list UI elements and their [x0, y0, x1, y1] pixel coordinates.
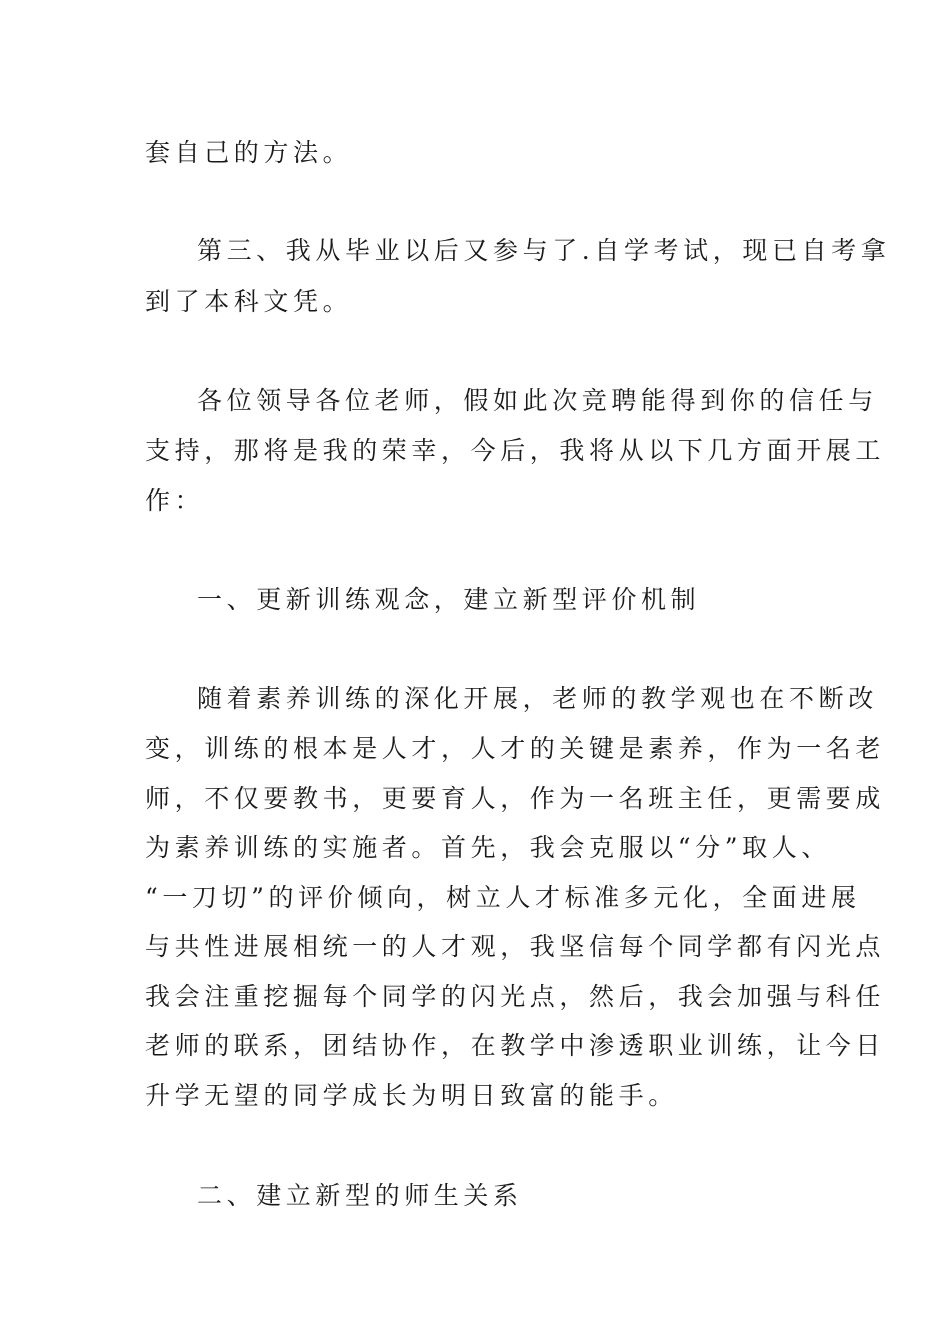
text-line: 作：: [145, 486, 205, 515]
text-line: “一刀切”的评价倾向，树立人才标准多元化，全面进展: [145, 883, 861, 912]
text-line: 与共性进展相统一的人才观，我坚信每个同学都有闪光点: [145, 932, 886, 961]
text-line: 升学无望的同学成长为明日致富的能手。: [145, 1081, 678, 1110]
paragraph-first-line: 第三、我从毕业以后又参与了.自学考试，现已自考拿: [197, 236, 891, 265]
paragraph-first-line: 各位领导各位老师，假如此次竞聘能得到你的信任与: [197, 386, 878, 415]
text-line: 老师的联系，团结协作，在教学中渗透职业训练，让今日: [145, 1031, 886, 1060]
paragraph-first-line: 随着素养训练的深化开展，老师的教学观也在不断改: [197, 684, 878, 713]
text-line: 到了本科文凭。: [145, 287, 353, 316]
section-heading: 一、更新训练观念，建立新型评价机制: [197, 585, 701, 614]
text-line: 为素养训练的实施者。首先，我会克服以“分”取人、: [145, 833, 831, 862]
text-line: 支持，那将是我的荣幸，今后，我将从以下几方面开展工: [145, 436, 886, 465]
text-line: 我会注重挖掘每个同学的闪光点，然后，我会加强与科任: [145, 982, 886, 1011]
text-line: 变，训练的根本是人才，人才的关键是素养，作为一名老: [145, 734, 886, 763]
text-line: 师，不仅要教书，更要育人，作为一名班主任，更需要成: [145, 784, 886, 813]
text-line: 套自己的方法。: [145, 138, 353, 167]
section-heading: 二、建立新型的师生关系: [197, 1181, 523, 1210]
